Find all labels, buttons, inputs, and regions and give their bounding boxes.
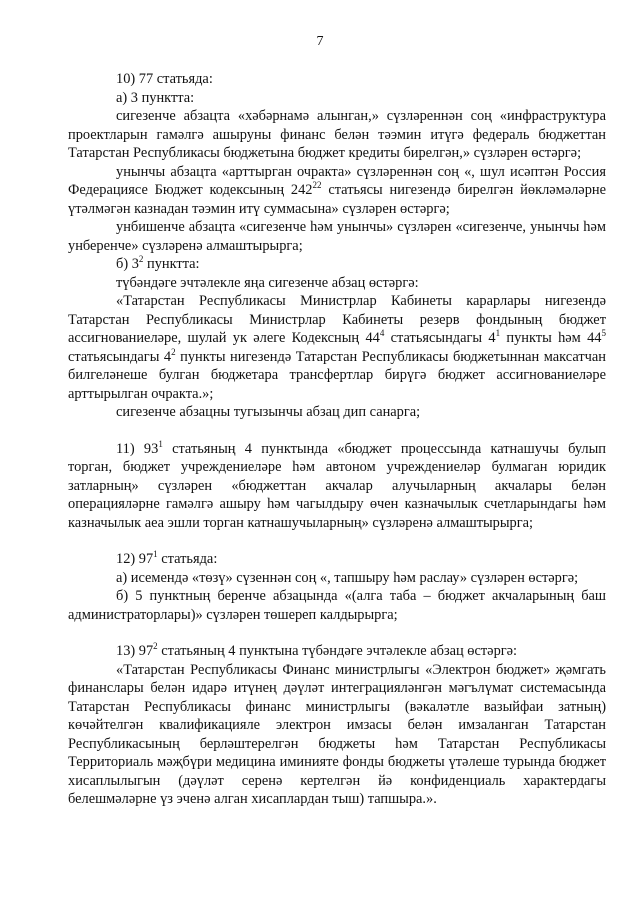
text-segment: статьясы нигезендә бирелгән йөкләмәләрне үтәлмәгән казнадан тәэмин итү суммасына» сүзләрен өстәргә; xyxy=(68,182,606,217)
text-segment: статьясындагы 4 xyxy=(384,330,496,346)
superscript: 1 xyxy=(153,549,158,559)
item-11-paragraph xyxy=(68,440,606,533)
text-segment: статьясындагы 4 xyxy=(68,348,172,365)
document-body xyxy=(68,70,606,809)
text-segment: 12) 97 xyxy=(116,551,154,567)
item-10-b-label xyxy=(68,255,606,274)
page-number: 7 xyxy=(316,34,324,49)
item-10-a-paragraph-1: сигезенче абзацта «хәбәрнамә алынган,» сүзләреннән соң «инфраструктура проектларын гамәлгә ашыруны финанс белән тәэмин итүгә федераль бюджеттан Татарстан Республикасы бюджетына бюджет кредиты бирелгән,» сүзләрен өстәргә; xyxy=(68,108,606,161)
text-segment: «Татарстан Республикасы Министрлар Кабинеты карарлары нигезендә Татарстан Республикасы Министрлар Кабинеты резерв фондының бюджет ассигнованиеләре, шулай ук әлеге Кодексның 44 xyxy=(68,293,606,346)
text-segment: унынчы абзацта «арттырган очракта» сүзләреннән соң «, шул исәптән Россия Федерациясе Бюджет кодексының 242 xyxy=(68,163,606,198)
text-segment: б) 3 xyxy=(116,256,139,272)
superscript: 1 xyxy=(495,328,501,338)
text-segment: пункты һәм 44 xyxy=(500,330,602,346)
item-13-heading xyxy=(68,642,606,661)
text-segment: статьяның 4 пунктына түбәндәге эчтәлекле абзац өстәргә: xyxy=(157,643,518,659)
item-10-b-paragraph-3: сигезенче абзацны тугызынчы абзац дип санарга; xyxy=(116,404,421,420)
text-segment: статьяның 4 пунктында «бюджет процессында катнашучы булып торган, бюджет учреждениеләре һәм автоном учреждениеләр булмаган юридик затларның» сүзләрен «бюджеттан акчалар алучыларның акчалары белән операцияләрне гамәлгә ашыру һәм чагылдыру өчен казначылык счетларындагы һәм казначылык аеа эшли торган катнашучыларның» сүзләренә алмаштырырга; xyxy=(68,440,606,531)
superscript: 22 xyxy=(312,180,322,190)
text-segment: 13) 97 xyxy=(116,643,154,659)
text-segment: 11) 93 xyxy=(116,440,159,457)
superscript: 4 xyxy=(379,328,385,338)
item-10-a-paragraph-2 xyxy=(68,163,606,219)
text-segment: статьяда: xyxy=(157,551,218,567)
item-10-a-label: а) 3 пунктта: xyxy=(116,89,195,106)
item-12-b: б) 5 пунктның беренче абзацында «(алга таба – бюджет акчаларының баш администраторлары)» сүзләрен төшереп калдырырга; xyxy=(68,588,606,623)
superscript: 2 xyxy=(153,641,158,651)
superscript: 1 xyxy=(158,438,163,449)
text-segment: пункты нигезендә Татарстан Республикасы бюджетыннан максатчан билгеләнеше булган бюджетара трансфертлар бирүгә бюджет ассигнованиеләре арттырылган очракта.»; xyxy=(68,348,607,402)
item-10-b-paragraph-1: түбәндәге эчтәлекле яңа сигезенче абзац өстәргә: xyxy=(116,274,419,291)
superscript: 2 xyxy=(171,346,176,357)
item-10-heading: 10) 77 статьяда: xyxy=(116,71,213,87)
superscript: 5 xyxy=(601,328,606,338)
item-10-a-paragraph-3: унбишенче абзацта «сигезенче һәм унынчы» сүзләрен «сигезенче, унынчы һәм унберенче» сүзләренә алмаштырырга; xyxy=(68,219,606,254)
text-segment: пунктта: xyxy=(143,256,200,272)
item-12-heading xyxy=(68,550,606,569)
item-13-paragraph: «Татарстан Республикасы Финанс министрлыгы «Электрон бюджет» җәмгать финанслары белән идарә итүнең дәүләт интеграцияләнгән мәгълүмат системасында Татарстан Республикасы финанс министрлыгы (вәкаләтле вазыйфаи затның) көчәйтелгән квалификацияле электрон имзасы белән имзаланган Татарстан Республикасының берләштерелгән бюджеты һәм Татарстан Республикасы Территориаль мәҗбүри медицина иминияте фонды бюджеты үтәлеше турында бюджет хисаплылыгын (дәүләт серенә кертелгән йә конфиденциаль характердагы белешмәләрне үз эченә алган хисаплардан тыш) тапшыра.». xyxy=(68,661,606,807)
superscript: 2 xyxy=(138,254,144,264)
item-10-b-paragraph-2 xyxy=(68,292,606,403)
item-12-a: а) исемендә «төзү» сүзеннән соң «, тапшыру һәм раслау» сүзләрен өстәргә; xyxy=(116,569,579,586)
